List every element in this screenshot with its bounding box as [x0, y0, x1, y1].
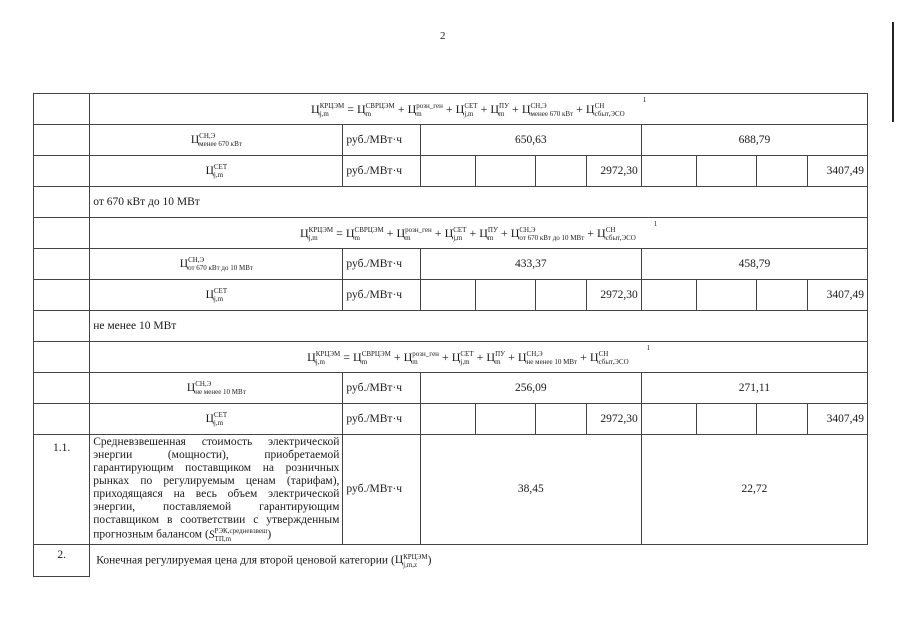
- formula-lhs-symbol: ЦКРЦЭМ j,m: [311, 101, 345, 119]
- row-label: [90, 156, 343, 187]
- row-label: [90, 404, 343, 435]
- value-second-half: 3407,49: [807, 404, 868, 435]
- value-second-half: 3407,49: [807, 156, 868, 187]
- value-second-half: 271,11: [641, 373, 867, 404]
- num-cell: [34, 373, 90, 404]
- empty-cell: [536, 404, 586, 435]
- final-price-symbol: ЦКРЦЭМ j,m,z: [394, 552, 428, 569]
- value-first-half: 2972,30: [586, 404, 641, 435]
- unit-cell: руб./МВт·ч: [343, 125, 420, 156]
- value-first-half: 2972,30: [586, 280, 641, 311]
- num-cell: [34, 342, 90, 373]
- price-symbol: ЦСН сбыт,ЭСО: [597, 225, 636, 243]
- empty-cell: [697, 404, 757, 435]
- empty-cell: [697, 280, 757, 311]
- price-symbol: Црозн_ген m: [403, 349, 439, 367]
- empty-cell: [420, 404, 475, 435]
- item-description: Конечная регулируемая цена для второй ценовой категории (ЦКРЦЭМ j,m,z ): [90, 545, 868, 577]
- num-cell: [34, 311, 90, 342]
- row-label-symbol: ЦСЕТ j,m: [205, 163, 228, 179]
- row-label: [90, 373, 343, 404]
- empty-cell: [536, 280, 586, 311]
- price-formula: ЦКРЦЭМ j,m = ЦСВРЦЭМ m + Црозн_ген m + ЦСЕТ j,m + ЦПУ m + ЦСН,Э не менее 10 МВт + ЦСН сбыт,ЭСО$^1$: [90, 342, 868, 373]
- value-second-half: 458,79: [641, 249, 867, 280]
- value-first-half: 650,63: [420, 125, 641, 156]
- balance-symbol: SРЭК,средневзвеш ТП,m: [208, 527, 268, 543]
- row-label-symbol: ЦСЕТ j,m: [205, 287, 228, 303]
- unit-cell: руб./МВт·ч: [343, 404, 420, 435]
- num-cell: [34, 280, 90, 311]
- num-cell: [34, 187, 90, 218]
- num-cell: [34, 125, 90, 156]
- num-cell: [34, 249, 90, 280]
- empty-cell: [641, 404, 696, 435]
- unit-cell: руб./МВт·ч: [343, 435, 420, 545]
- num-cell: [34, 94, 90, 125]
- price-formula: ЦКРЦЭМ j,m = ЦСВРЦЭМ m + Црозн_ген m + ЦСЕТ j,m + ЦПУ m + ЦСН,Э менее 670 кВт + ЦСН сбыт,ЭСО$^1$: [90, 94, 868, 125]
- value-first-half: 38,45: [420, 435, 641, 545]
- page-number: 2: [440, 30, 446, 42]
- section-heading: от 670 кВт до 10 МВт: [90, 187, 868, 218]
- value-row: [34, 404, 868, 435]
- row-label-symbol: ЦСЕТ j,m: [205, 411, 228, 427]
- section-row: [34, 311, 868, 342]
- empty-cell: [697, 156, 757, 187]
- price-symbol: ЦСЕТ j,m: [451, 349, 474, 367]
- formula-row: [34, 342, 868, 373]
- formula-lhs-symbol: ЦКРЦЭМ j,m: [307, 349, 341, 367]
- formula-range-symbol: ЦСН,Э от 670 кВт до 10 МВт: [510, 225, 585, 243]
- price-symbol: ЦСЕТ j,m: [455, 101, 478, 119]
- value-second-half: 22,72: [641, 435, 867, 545]
- unit-cell: руб./МВт·ч: [343, 156, 420, 187]
- price-formula: ЦКРЦЭМ j,m = ЦСВРЦЭМ m + Црозн_ген m + ЦСЕТ j,m + ЦПУ m + ЦСН,Э от 670 кВт до 10 МВт + ЦСН сбыт,ЭСО$^1$: [90, 218, 868, 249]
- footnote-marker: 1: [653, 219, 658, 228]
- price-symbol: ЦСВРЦЭМ m: [356, 101, 395, 119]
- price-symbol: ЦСВРЦЭМ m: [353, 349, 391, 367]
- item-number: 2.: [34, 545, 90, 577]
- value-first-half: 433,37: [420, 249, 641, 280]
- empty-cell: [757, 280, 807, 311]
- footnote-marker: 1: [642, 95, 647, 104]
- empty-cell: [420, 280, 475, 311]
- row-label-symbol: ЦСН,Э менее 670 кВт: [190, 132, 242, 148]
- formula-row: [34, 218, 868, 249]
- section-heading: не менее 10 МВт: [90, 311, 868, 342]
- value-row: [34, 156, 868, 187]
- unit-cell: руб./МВт·ч: [343, 373, 420, 404]
- row-label: [90, 125, 343, 156]
- row-label-symbol: ЦСН,Э не менее 10 МВт: [186, 380, 246, 396]
- price-symbol: ЦПУ m: [486, 349, 506, 367]
- price-symbol: Црозн_ген m: [396, 225, 432, 243]
- value-first-half: 2972,30: [586, 156, 641, 187]
- item-text: Конечная регулируемая цена для второй ценовой категории: [96, 554, 389, 567]
- unit-cell: руб./МВт·ч: [343, 249, 420, 280]
- price-symbol: ЦСН сбыт,ЭСО: [589, 349, 629, 367]
- item-1-1-row: [34, 435, 868, 545]
- value-row: [34, 373, 868, 404]
- price-symbol: ЦСВРЦЭМ m: [345, 225, 384, 243]
- value-row: [34, 125, 868, 156]
- empty-cell: [476, 404, 536, 435]
- value-first-half: 256,09: [420, 373, 641, 404]
- footnote-marker: 1: [646, 343, 651, 352]
- item-text: Средневзвешенная стоимость электрической энергии (мощности), приобретаемой гарантирующим поставщиком на розничных рынках по регулируемым ценам (тарифам), приходящаяся на весь объем электрической энергии, поставляемой гарантирующим поставщиком в соответствии с утвержденным прогнозным балансом: [93, 436, 340, 541]
- value-second-half: 3407,49: [807, 280, 868, 311]
- price-symbol: ЦСН сбыт,ЭСО: [585, 101, 625, 119]
- empty-cell: [476, 156, 536, 187]
- formula-lhs-symbol: ЦКРЦЭМ j,m: [299, 225, 334, 243]
- formula-range-symbol: ЦСН,Э менее 670 кВт: [521, 101, 574, 119]
- row-label: [90, 280, 343, 311]
- item-2-row: [34, 545, 868, 577]
- price-symbol: ЦПУ m: [490, 101, 510, 119]
- section-row: [34, 187, 868, 218]
- price-symbol: ЦСЕТ j,m: [444, 225, 467, 243]
- value-row: [34, 280, 868, 311]
- tariff-table: [33, 93, 868, 577]
- row-label: [90, 249, 343, 280]
- empty-cell: [641, 280, 696, 311]
- formula-range-symbol: ЦСН,Э не менее 10 МВт: [517, 349, 578, 367]
- unit-cell: руб./МВт·ч: [343, 280, 420, 311]
- empty-cell: [420, 156, 475, 187]
- num-cell: [34, 404, 90, 435]
- formula-row: [34, 94, 868, 125]
- price-symbol: ЦПУ m: [479, 225, 498, 243]
- scan-edge-mark: [892, 22, 894, 122]
- price-symbol: Црозн_ген m: [407, 101, 443, 119]
- empty-cell: [757, 404, 807, 435]
- item-number: 1.1.: [34, 435, 90, 545]
- empty-cell: [641, 156, 696, 187]
- num-cell: [34, 156, 90, 187]
- value-second-half: 688,79: [641, 125, 867, 156]
- value-row: [34, 249, 868, 280]
- empty-cell: [757, 156, 807, 187]
- num-cell: [34, 218, 90, 249]
- row-label-symbol: ЦСН,Э от 670 кВт до 10 МВт: [179, 256, 253, 272]
- empty-cell: [536, 156, 586, 187]
- empty-cell: [476, 280, 536, 311]
- item-description: Средневзвешенная стоимость электрической энергии (мощности), приобретаемой гарантирующим поставщиком на розничных рынках по регулируемым ценам (тарифам), приходящаяся на весь объем электрической энергии, поставляемой гарантирующим поставщиком в соответствии с утвержденным прогнозным балансом (SРЭК,средневзвеш ТП,m ): [90, 435, 343, 545]
